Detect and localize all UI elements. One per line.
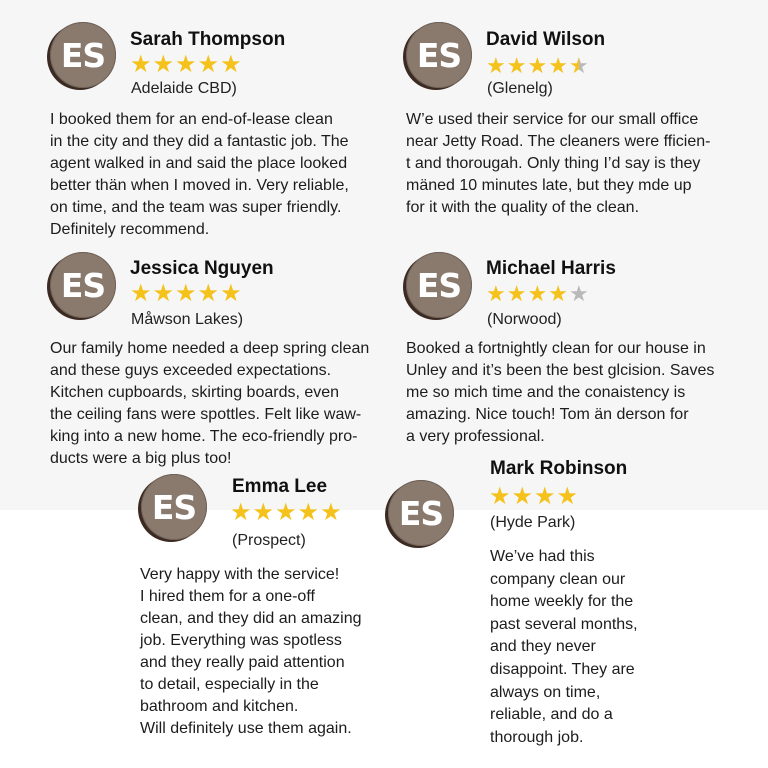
review-text: We’ve had this company clean our home weekly for the past several months, and they never disappoint. They are always on time, reliable, and do a thorough job. xyxy=(490,548,638,746)
star-icon: ★ xyxy=(506,53,527,78)
star-rating xyxy=(230,501,342,525)
star-icon: ★ xyxy=(548,53,568,78)
star-icon: ★ xyxy=(297,499,320,526)
reviewer-location: Adelaide CBD) xyxy=(131,80,237,97)
avatar: ES xyxy=(141,474,207,540)
star-icon: ★ xyxy=(534,483,556,510)
reviewer-location: (Prospect) xyxy=(232,532,306,549)
star-icon: ★ xyxy=(175,280,197,307)
reviewer-name: Michael Harris xyxy=(486,258,616,279)
avatar: ES xyxy=(50,22,116,88)
star-icon: ★ xyxy=(275,499,297,526)
star-rating xyxy=(130,282,242,306)
avatar: ES xyxy=(406,22,472,88)
star-icon: ★ xyxy=(568,281,589,306)
star-icon: ★ xyxy=(197,51,220,78)
star-rating xyxy=(489,485,578,509)
star-icon: ★ xyxy=(511,483,534,510)
reviewer-name: Sarah Thompson xyxy=(130,29,286,50)
star-icon: ★ xyxy=(152,51,175,78)
review-text: Very happy with the service! I hired them for a one-off clean, and they did an amazing job. Everything was spotless and they really paid attention to detail, especially in the bathroom and kitchen. Will definitely use them again. xyxy=(140,566,362,737)
star-icon: ★ xyxy=(230,499,252,526)
reviewer-name: Jessica Nguyen xyxy=(130,258,274,279)
avatar: ES xyxy=(388,480,454,546)
review-text: W’e used their service for our small office near Jetty Road. The cleaners were fficien- t and thorougah. Only thing I’d say is they mäned 10 minutes late, but they mde up for it with the quality of the clean. xyxy=(406,111,711,216)
star-icon: ★ xyxy=(486,53,506,78)
reviewer-location: (Glenelg) xyxy=(487,80,553,97)
star-icon: ★ xyxy=(220,51,242,78)
star-icon: ★ xyxy=(527,53,548,78)
star-icon: ★ xyxy=(568,53,589,78)
reviewer-name: David Wilson xyxy=(486,29,606,50)
star-rating xyxy=(486,55,589,77)
star-rating xyxy=(130,53,242,77)
review-text: I booked them for an end-of-lease clean in the city and they did a fantastic job. The agent walked in and said the place looked better thän when I moved in. Very reliable, on time, and the team was super friendly. Definitely recommend. xyxy=(50,111,349,238)
star-icon: ★ xyxy=(556,483,579,510)
star-icon: ★ xyxy=(130,51,152,78)
star-icon: ★ xyxy=(548,281,568,306)
star-icon: ★ xyxy=(175,51,197,78)
avatar: ES xyxy=(50,252,116,318)
avatar: ES xyxy=(406,252,472,318)
star-icon: ★ xyxy=(252,499,275,526)
reviewer-name: Emma Lee xyxy=(232,476,328,497)
star-icon: ★ xyxy=(486,281,506,306)
star-icon: ★ xyxy=(506,281,527,306)
star-icon: ★ xyxy=(527,281,548,306)
star-icon: ★ xyxy=(197,280,220,307)
star-icon: ★ xyxy=(320,499,342,526)
star-rating xyxy=(486,283,589,305)
star-icon: ★ xyxy=(220,280,242,307)
review-text: Our family home needed a deep spring clean and these guys exceeded expectations. Kitchen cupboards, skirting boards, even the ceiling fans were spottles. Felt like waw- king into a new home. The eco-friendly pro- ducts were a big plus too! xyxy=(50,340,370,467)
star-icon: ★ xyxy=(152,280,175,307)
review-text: Booked a fortnightly clean for our house in Unley and it’s been the best glcision. Saves me so mich time and the conaistency is amazing. Nice touch! Tom än derson for a very professional. xyxy=(406,340,715,445)
reviewer-name: Mark Robinson xyxy=(490,458,628,479)
reviewer-location: (Hyde Park) xyxy=(490,514,576,531)
reviewer-location: (Norwood) xyxy=(487,311,562,328)
star-icon: ★ xyxy=(489,483,511,510)
star-icon: ★ xyxy=(130,280,152,307)
reviewer-location: Måwson Lakes) xyxy=(131,311,244,328)
